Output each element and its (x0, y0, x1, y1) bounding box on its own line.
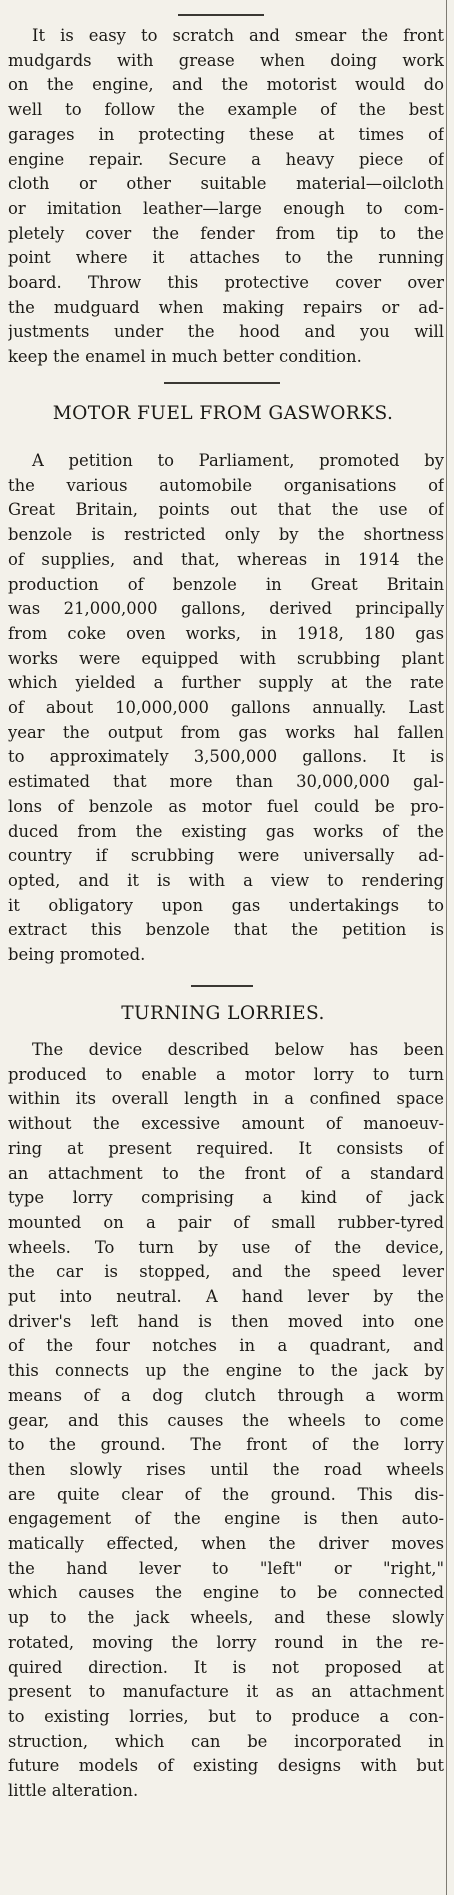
text-line: garages in protecting these at times of (8, 124, 444, 144)
text-line: opted, and it is with a view to rendering (8, 870, 444, 890)
article-motor-fuel-body (8, 449, 444, 968)
text-line: of about 10,000,000 gallons annually. Last (8, 698, 444, 718)
text-line: point where it attaches to the running (8, 248, 444, 268)
text-line: It is easy to scratch and smear the front (32, 26, 444, 45)
text-line: means of a dog clutch through a worm (8, 1385, 444, 1405)
text-line: matically effected, when the driver moves (8, 1534, 444, 1554)
text-line: on the engine, and the motorist would do (8, 75, 444, 95)
text-line: without the excessive amount of manoeuv- (8, 1114, 444, 1134)
text-line: which yielded a further supply at the rate (8, 673, 444, 693)
text-line: cloth or other suitable material—oilcloth (8, 174, 444, 194)
text-line: then slowly rises until the road wheels (8, 1459, 444, 1479)
article-turning-lorries-body (8, 1038, 444, 1804)
text-line: present to manufacture it as an attachment (8, 1682, 444, 1702)
text-line: lons of benzole as motor fuel could be pro- (8, 796, 444, 816)
text-line: benzole is restricted only by the shortness (8, 525, 444, 545)
text-line: of the four notches in a quadrant, and (8, 1336, 444, 1356)
text-line: type lorry comprising a kind of jack (8, 1188, 444, 1208)
text-line: struction, which can be incorporated in (8, 1731, 444, 1751)
text-line: estimated that more than 30,000,000 gal- (8, 772, 444, 792)
text-line: which causes the engine to be connected (8, 1583, 444, 1603)
text-line: being promoted. (8, 945, 146, 965)
text-line: or imitation leather—large enough to com- (8, 198, 444, 218)
text-line: was 21,000,000 gallons, derived principally (8, 599, 444, 619)
section-rule (164, 382, 280, 384)
text-line: engine repair. Secure a heavy piece of (8, 149, 444, 169)
text-line: an attachment to the front of a standard (8, 1163, 444, 1183)
text-line: engagement of the engine is then auto- (8, 1509, 444, 1529)
text-line: mounted on a pair of small rubber-tyred (8, 1212, 444, 1232)
text-line: A petition to Parliament, promoted by (32, 451, 444, 470)
text-line: it obligatory upon gas undertakings to (8, 895, 444, 915)
text-line: justments under the hood and you will (8, 322, 444, 342)
text-line: keep the enamel in much better condition. (8, 347, 362, 367)
heading-motor-fuel: MOTOR FUEL FROM GASWORKS. (52, 403, 394, 424)
text-line: Great Britain, points out that the use of (8, 500, 444, 520)
text-line: driver's left hand is then moved into one (8, 1311, 444, 1331)
text-line: from coke oven works, in 1918, 180 gas (8, 623, 444, 643)
text-line: wheels. To turn by use of the device, (8, 1237, 444, 1257)
text-line: mudgards with grease when doing work (8, 50, 444, 70)
text-line: up to the jack wheels, and these slowly (8, 1608, 444, 1628)
text-line: well to follow the example of the best (8, 100, 444, 120)
text-line: pletely cover the fender from tip to the (8, 223, 444, 243)
text-line: produced to enable a motor lorry to turn (8, 1064, 444, 1084)
text-line: ring at present required. It consists of (8, 1138, 444, 1158)
text-line: to the ground. The front of the lorry (8, 1435, 444, 1455)
text-line: the various automobile organisations of (8, 475, 444, 495)
section-rule (191, 985, 253, 987)
text-line: production of benzole in Great Britain (8, 574, 444, 594)
article-mudguard-body (8, 24, 444, 370)
text-line: The device described below has been (32, 1040, 444, 1059)
text-line: the car is stopped, and the speed lever (8, 1262, 444, 1282)
text-line: put into neutral. A hand lever by the (8, 1287, 444, 1307)
text-line: are quite clear of the ground. This dis- (8, 1484, 444, 1504)
text-line: the hand lever to "left" or "right," (8, 1558, 444, 1578)
text-line: quired direction. It is not proposed at (8, 1657, 444, 1677)
text-line: extract this benzole that the petition is (8, 920, 444, 940)
text-line: rotated, moving the lorry round in the re- (8, 1632, 444, 1652)
text-line: works were equipped with scrubbing plant (8, 648, 444, 668)
text-line: of supplies, and that, whereas in 1914 the (8, 549, 444, 569)
top-rule (178, 14, 264, 16)
text-line: this connects up the engine to the jack by (8, 1361, 444, 1381)
text-line: little alteration. (8, 1781, 139, 1801)
text-line: future models of existing designs with but (8, 1756, 444, 1776)
text-line: country if scrubbing were universally ad- (8, 846, 444, 866)
text-line: within its overall length in a confined space (8, 1089, 444, 1109)
column-divider (446, 0, 447, 1895)
text-line: to existing lorries, but to produce a con- (8, 1706, 444, 1726)
text-line: gear, and this causes the wheels to come (8, 1410, 444, 1430)
heading-turning-lorries: TURNING LORRIES. (121, 1003, 325, 1024)
text-line: to approximately 3,500,000 gallons. It is (8, 747, 444, 767)
text-line: board. Throw this protective cover over (8, 273, 444, 293)
text-line: year the output from gas works hal fallen (8, 722, 444, 742)
text-line: the mudguard when making repairs or ad- (8, 297, 444, 317)
text-line: duced from the existing gas works of the (8, 821, 444, 841)
